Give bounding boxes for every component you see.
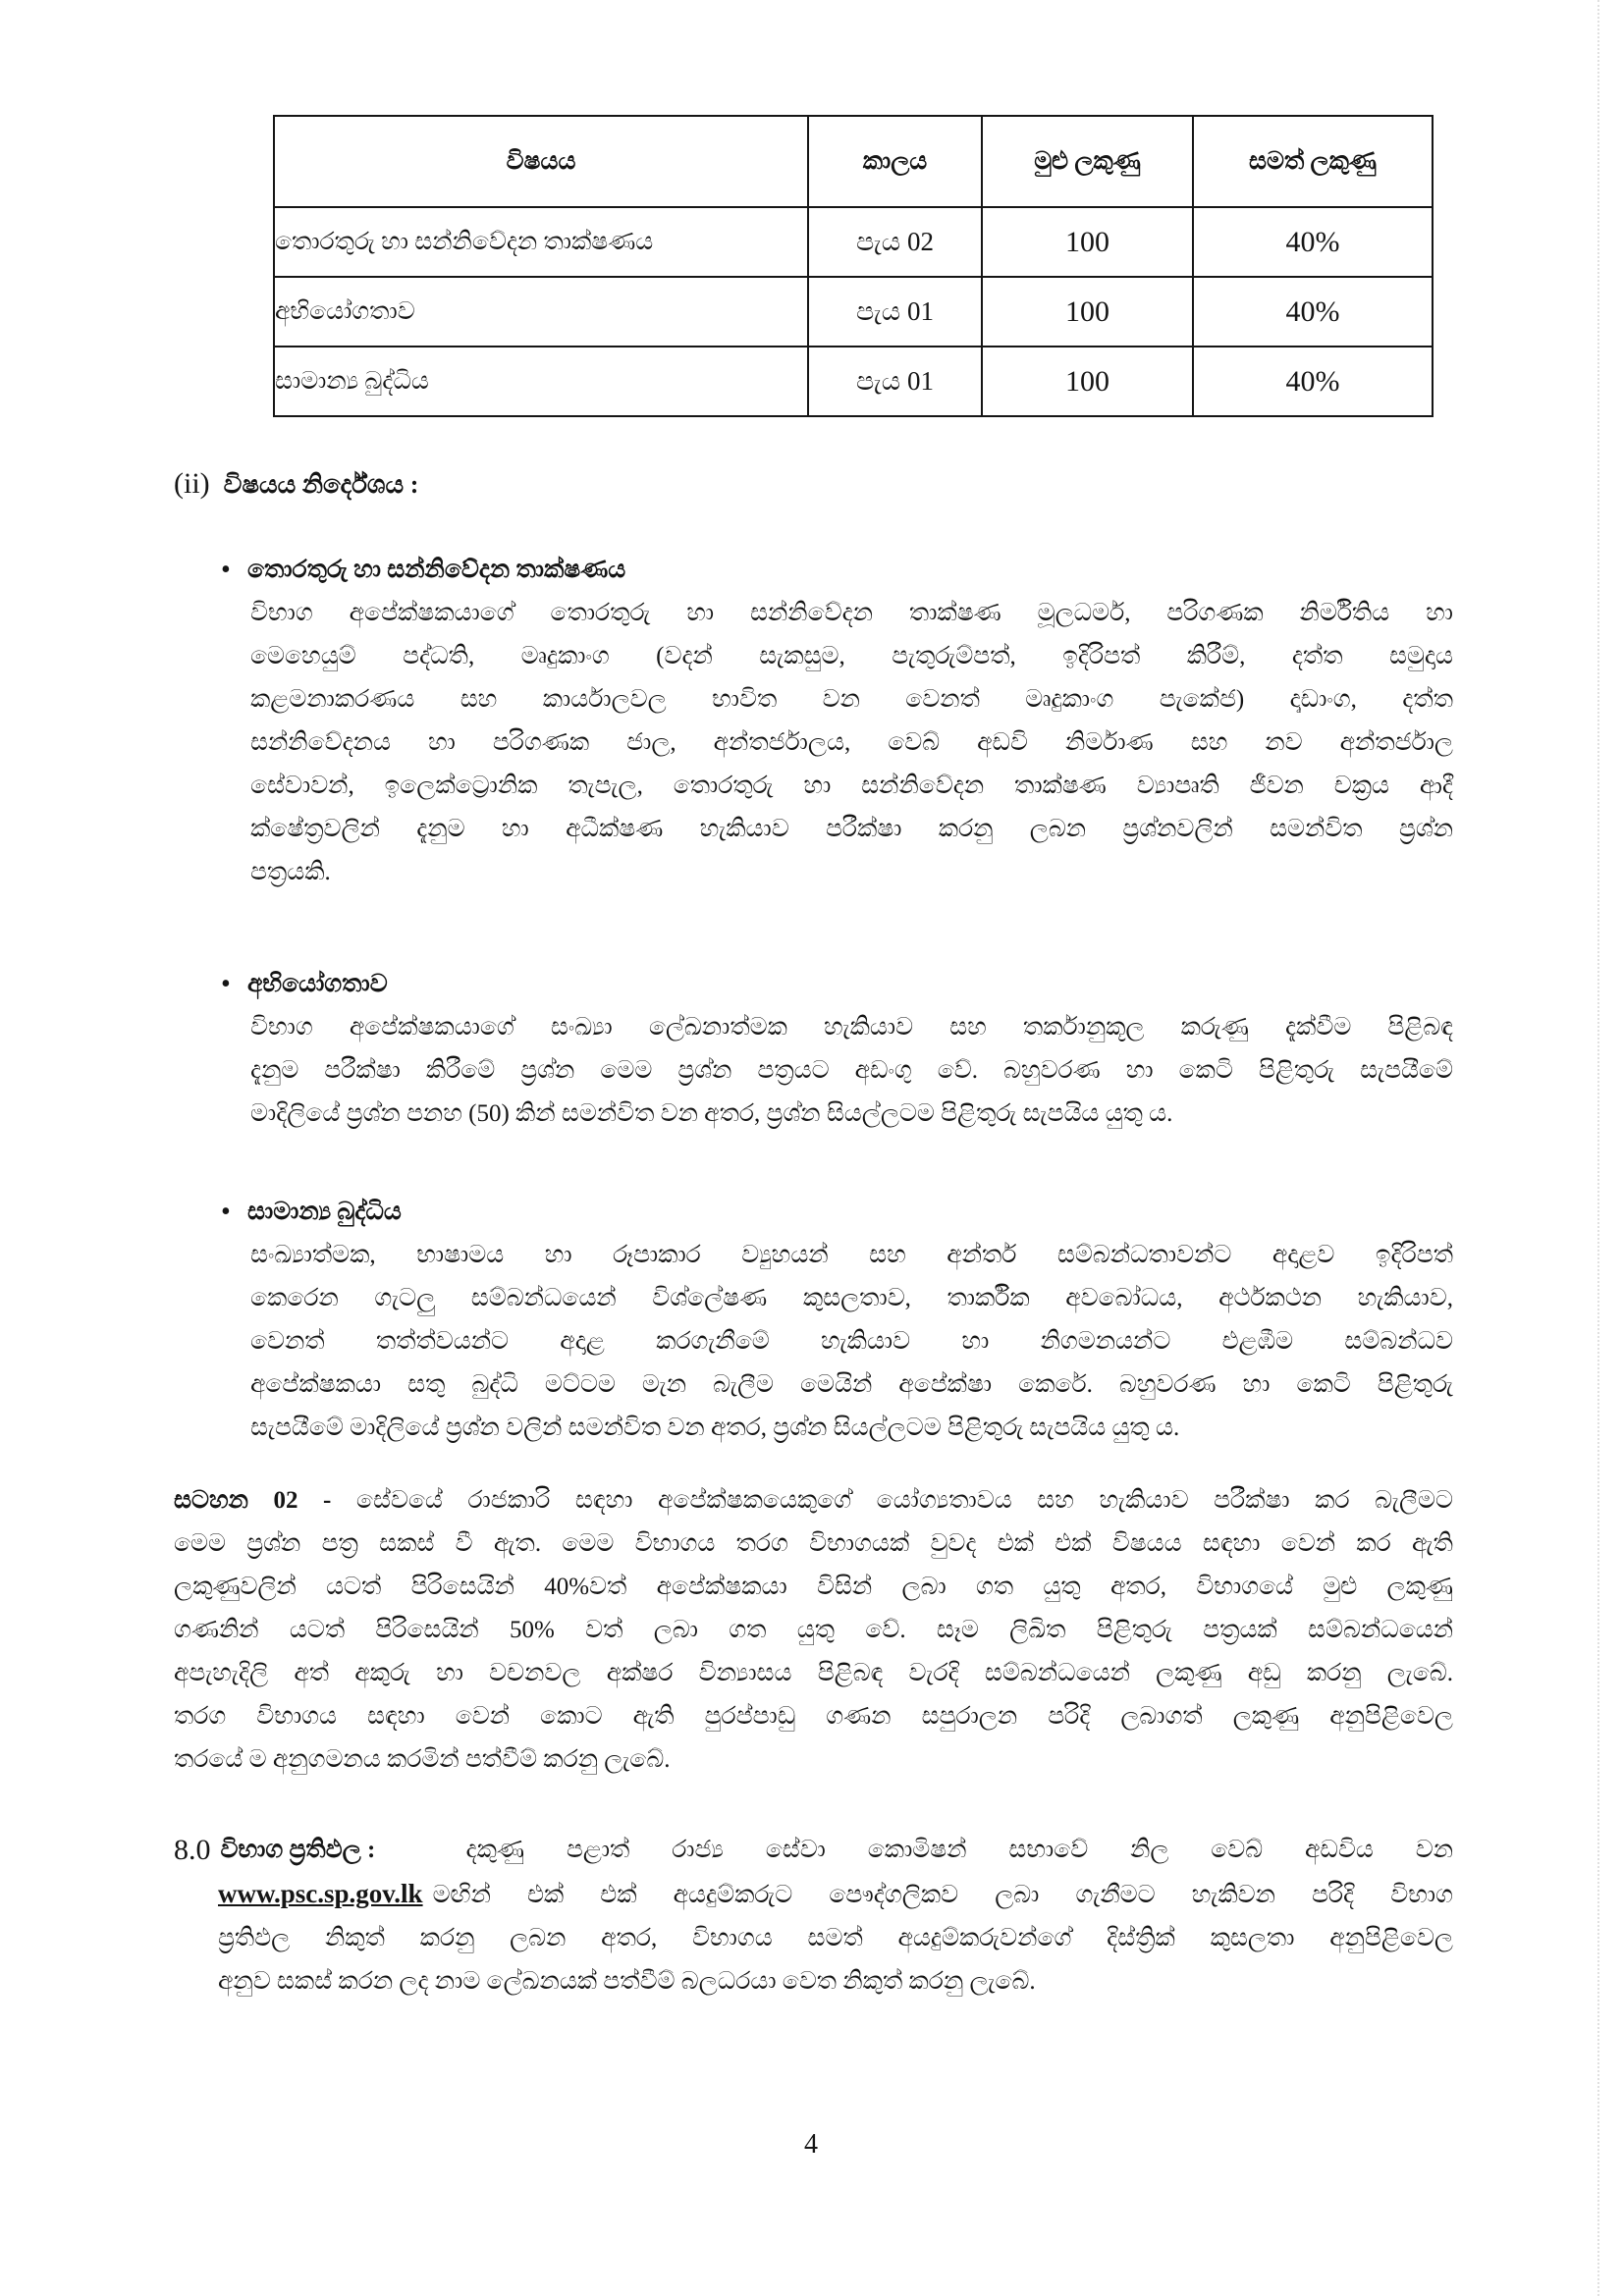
exam-subjects-table — [273, 115, 1434, 417]
cell-subject: සාමාන්‍ය බුද්ධිය — [274, 347, 808, 416]
subject-description-ict — [250, 592, 1453, 894]
text-line: විභාග අපේක්ෂකයාගේ තොරතුරු හා සන්නිවේදන තාක්ෂණ මූලධර්ම, පරිගණක නිර්මිතිය හා — [250, 600, 1453, 626]
text-line: වෙනත් තත්ත්වයන්ට අදාළ කරගැනීමේ හැකියාව හා නිගමනයන්ට එළඹීම සම්බන්ධව — [250, 1328, 1453, 1355]
cell-pass-marks: 40% — [1193, 347, 1433, 416]
cell-duration: පැය 02 — [808, 207, 982, 277]
syllabus-title: විෂයය නිර්දේශය : — [223, 470, 419, 499]
text-line: සේවාවන්, ඉලෙක්ට්‍රොනික තැපැල, තොරතුරු හා සන්නිවේදන තාක්ෂණ ව්‍යාපෘති ජීවන චක්‍රය ආදී — [250, 773, 1453, 799]
cell-duration: පැය 01 — [808, 347, 982, 416]
website-url: www.psc.sp.gov.lk — [218, 1879, 423, 1908]
bullet-icon: • — [221, 969, 231, 999]
text-line: තරයේ ම අනුගමනය කරමින් පත්වීම් කරනු ලැබේ. — [174, 1746, 671, 1773]
text-line — [218, 1872, 1453, 1917]
subject-heading-general-intelligence — [221, 1191, 1623, 1234]
results-body — [218, 1872, 1453, 2003]
table-row — [274, 347, 1433, 416]
header-pass-marks: සමත් ලකුණු — [1193, 116, 1433, 207]
table-row — [274, 277, 1433, 347]
subject-heading-ict — [221, 549, 1623, 592]
text-line: ක්ෂේත්‍රවලින් දැනුම හා අධීක්ෂණ හැකියාව පරීක්ෂා කරනු ලබන ප්‍රශ්නවලින් සමන්විත ප්‍රශ්න — [250, 816, 1453, 842]
syllabus-heading — [174, 462, 1623, 506]
results-heading-line — [174, 1829, 1453, 1872]
table-row — [274, 207, 1433, 277]
text-line: කළමනාකරණය සහ කාර්යාලවල භාවිත වන වෙනත් මෘදුකාංග පැකේජ) දෘඩාංග, දත්ත — [250, 686, 1453, 713]
text-line: සංඛ්‍යාත්මක, භාෂාමය හා රූපාකාර ව්‍යුහයන් සහ අන්තර් සම්බන්ධතාවන්ට අදාළව ඉදිරිපත් — [250, 1242, 1453, 1268]
results-title: විභාග ප්‍රතිඵල : — [220, 1837, 376, 1863]
text-line: මාදිලියේ ප්‍රශ්න පනහ (50) කින් සමන්විත වන අතර, ප්‍රශ්න සියල්ලටම පිළිතුරු සැපයිය යුතු ය. — [250, 1100, 1173, 1127]
cell-total-marks: 100 — [982, 207, 1193, 277]
text-line: පත්‍රයකි. — [250, 859, 331, 885]
header-duration: කාලය — [808, 116, 982, 207]
text-line: තරග විභාගය සඳහා වෙන් කොට ඇති පුරප්පාඩු ගණන සපුරාලන පරිදි ලබාගත් ලකුණු අනුපිළිවෙල — [174, 1703, 1453, 1730]
text-line: විභාග අපේක්ෂකයාගේ සංඛ්‍යා ලේඛනාත්මක හැකියාව සහ තර්කානුකූල කරුණු දැක්වීම පිළිබඳ — [250, 1014, 1453, 1041]
bullet-icon: • — [221, 1197, 231, 1227]
results-section — [174, 1829, 1453, 2003]
text-line: ලකුණුවලින් යටත් පිරිසෙයින් 40%වත් අපේක්ෂකයා විසින් ලබා ගත යුතු අතර, විභාගයේ මුළු ලකුණු — [174, 1574, 1453, 1600]
table-header-row — [274, 116, 1433, 207]
results-line-text: මඟින් එක් එක් අයදුම්කරුට පෞද්ගලිකව ලබා ගැනීමට හැකිවන පරිදි විභාග — [432, 1882, 1453, 1908]
text-line: කෙරෙන ගැටලු සම්බන්ධයෙන් විශ්ලේෂණ කුසලතාව, තාර්කික අවබෝධය, අර්ථකථන හැකියාව, — [250, 1285, 1453, 1311]
cell-pass-marks: 40% — [1193, 207, 1433, 277]
text-line: ප්‍රතිඵල නිකුත් කරනු ලබන අතර, විභාගය සමත් අයදුම්කරුවන්ගේ දිස්ත්‍රික් කුසලතා අනුපිළිවෙල — [218, 1925, 1453, 1951]
text-line: අපේක්ෂකයා සතු බුද්ධි මට්ටම මැන බැලීම මෙයින් අපේක්ෂා කෙරේ. බහුවරණ හා කෙටි පිළිතුරු — [250, 1371, 1453, 1398]
text-line: දකුණු පළාත් රාජ්‍ය සේවා කොමිෂන් සභාවේ නිල වෙබ් අඩවිය වන — [465, 1837, 1453, 1863]
note-line-text: සේවයේ රාජකාරි සඳහා අපේක්ෂකයෙකුගේ යෝග්‍යතාවය සහ හැකියාව පරීක්ෂා කර බැලීමට — [355, 1487, 1453, 1514]
page-number: 4 — [804, 2129, 818, 2160]
cell-duration: පැය 01 — [808, 277, 982, 347]
text-line: අනුව සකස් කරන ලද නාම ලේඛනයක් පත්වීම් බලධරයා වෙත නිකුත් කරනු ලැබේ. — [218, 1968, 1036, 1995]
text-line: සන්නිවේදනය හා පරිගණක ජාල, අන්තර්ජාලය, වෙබ් අඩවි නිර්මාණ සහ නව අන්තර්ජාල — [250, 729, 1453, 756]
subject-title: අභියෝගතාව — [247, 971, 388, 997]
subject-description-aptitude — [250, 1006, 1453, 1136]
header-total-marks: මුළු ලකුණු — [982, 116, 1193, 207]
cell-pass-marks: 40% — [1193, 277, 1433, 347]
text-line: අපැහැදිලි අත් අකුරු හා වචනවල අක්ෂර වින්‍යාසය පිළිබඳ වැරදි සම්බන්ධයෙන් ලකුණු අඩු කරනු ලැබේ. — [174, 1660, 1453, 1686]
cell-total-marks: 100 — [982, 277, 1193, 347]
note-paragraph — [174, 1479, 1453, 1782]
cell-total-marks: 100 — [982, 347, 1193, 416]
subject-title: සාමාන්‍ය බුද්ධිය — [247, 1199, 402, 1225]
text-line: ගණනින් යටත් පිරිසෙයින් 50% වත් ලබා ගත යුතු වේ. සෑම ලිඛිත පිළිතුරු පත්‍රයක් සම්බන්ධයෙන් — [174, 1617, 1453, 1643]
cell-subject: අභියෝගතාව — [274, 277, 808, 347]
results-number: 8.0 — [174, 1834, 211, 1866]
subject-heading-aptitude — [221, 963, 1623, 1006]
subject-title: තොරතුරු හා සන්නිවේදන තාක්ෂණය — [247, 557, 626, 583]
text-line: මෙම ප්‍රශ්න පත්‍ර සකස් වී ඇත. මෙම විභාගය තරග විභාගයක් වුවද එක් එක් විෂයය සඳහා වෙන් කර ඇති — [174, 1530, 1453, 1557]
cell-subject: තොරතුරු හා සන්නිවේදන තාක්ෂණය — [274, 207, 808, 277]
subject-description-general-intelligence — [250, 1234, 1453, 1450]
bullet-icon: • — [221, 555, 231, 585]
syllabus-number: (ii) — [174, 467, 210, 500]
note-label: සටහන 02 - — [174, 1487, 332, 1514]
text-line: දැනුම පරීක්ෂා කිරීමේ ප්‍රශ්න මෙම ප්‍රශ්න පත්‍රයට අඩංගු වේ. බහුවරණ හා කෙටි පිළිතුරු සැපයීමේ — [250, 1057, 1453, 1084]
header-subject: විෂයය — [274, 116, 808, 207]
text-line: සැපයීමේ මාදිලියේ ප්‍රශ්න වලින් සමන්විත වන අතර, ප්‍රශ්න සියල්ලටම පිළිතුරු සැපයිය යුතු ය. — [250, 1415, 1180, 1441]
text-line: මෙහෙයුම් පද්ධති, මෘදුකාංග (වදන් සැකසුම, පැතුරුම්පත්, ඉදිරිපත් කිරීම්, දත්ත සමුදාය — [250, 643, 1453, 669]
text-line — [174, 1479, 1453, 1522]
